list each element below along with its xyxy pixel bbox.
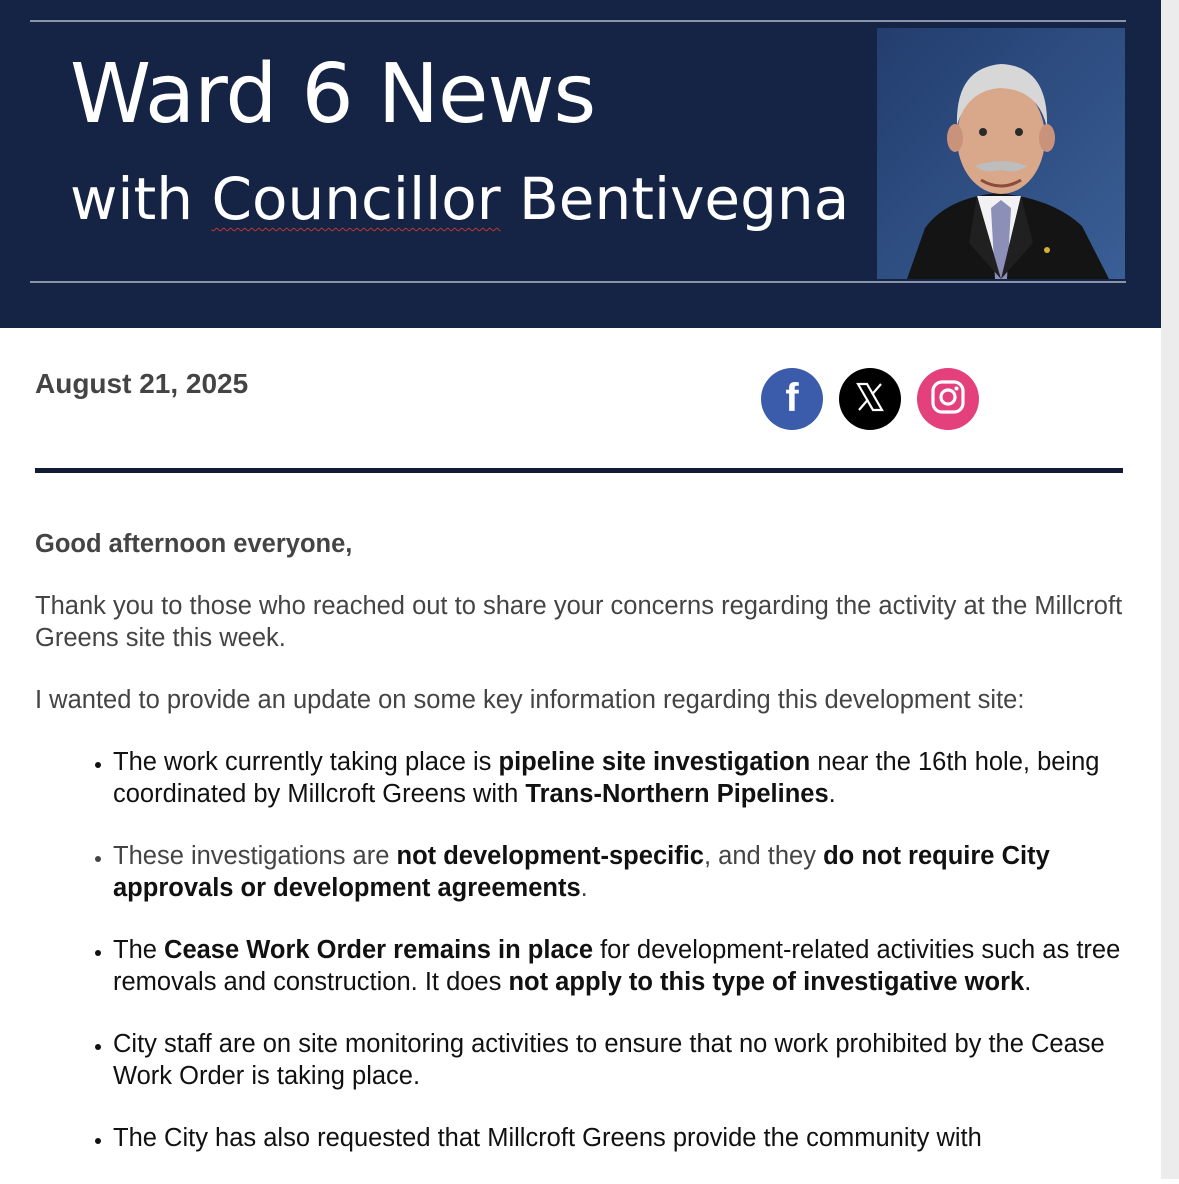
banner-subtitle <box>70 165 849 235</box>
subtitle-name: Bentivegna <box>500 165 850 233</box>
x-icon <box>854 381 886 418</box>
facebook-link[interactable] <box>761 368 823 430</box>
banner-title: Ward 6 News <box>70 47 596 142</box>
intro-paragraph: Thank you to those who reached out to share your concerns regarding the activity at the Millcroft Greens site this week. <box>35 592 1123 652</box>
update-paragraph: I wanted to provide an update on some key information regarding this development site: <box>35 686 1025 714</box>
page-scroll-gutter <box>1161 0 1179 1179</box>
list-item: • These investigations are not development-specific, and they do not require City approvals or development agreements. <box>113 840 1125 904</box>
banner-top-rule <box>30 20 1126 22</box>
list-item: • The City has also requested that Millcroft Greens provide the community with <box>113 1122 1125 1154</box>
newsletter-banner <box>0 0 1161 328</box>
facebook-icon <box>775 378 809 421</box>
councillor-portrait <box>877 28 1125 279</box>
list-item: • The Cease Work Order remains in place for development-related activities such as tree removals and construction. It does not apply to this type of investigative work. <box>113 934 1125 998</box>
instagram-link[interactable] <box>917 368 979 430</box>
header-divider <box>35 468 1123 473</box>
update-list <box>35 746 1125 1154</box>
subtitle-councillor: Councillor <box>211 165 501 233</box>
list-item: • City staff are on site monitoring activities to ensure that no work prohibited by the Cease Work Order is taking place. <box>113 1028 1125 1092</box>
greeting: Good afternoon everyone, <box>35 530 353 558</box>
svg-text:f: f <box>785 377 799 416</box>
x-link[interactable] <box>839 368 901 430</box>
banner-bottom-rule <box>30 281 1126 283</box>
subtitle-prefix: with <box>70 165 212 233</box>
newsletter-date: August 21, 2025 <box>35 368 249 399</box>
instagram-icon <box>930 379 966 420</box>
list-item: • The work currently taking place is pipeline site investigation near the 16th hole, being coordinated by Millcroft Greens with Trans-Northern Pipelines. <box>113 746 1125 810</box>
newsletter-body <box>35 528 1125 1184</box>
